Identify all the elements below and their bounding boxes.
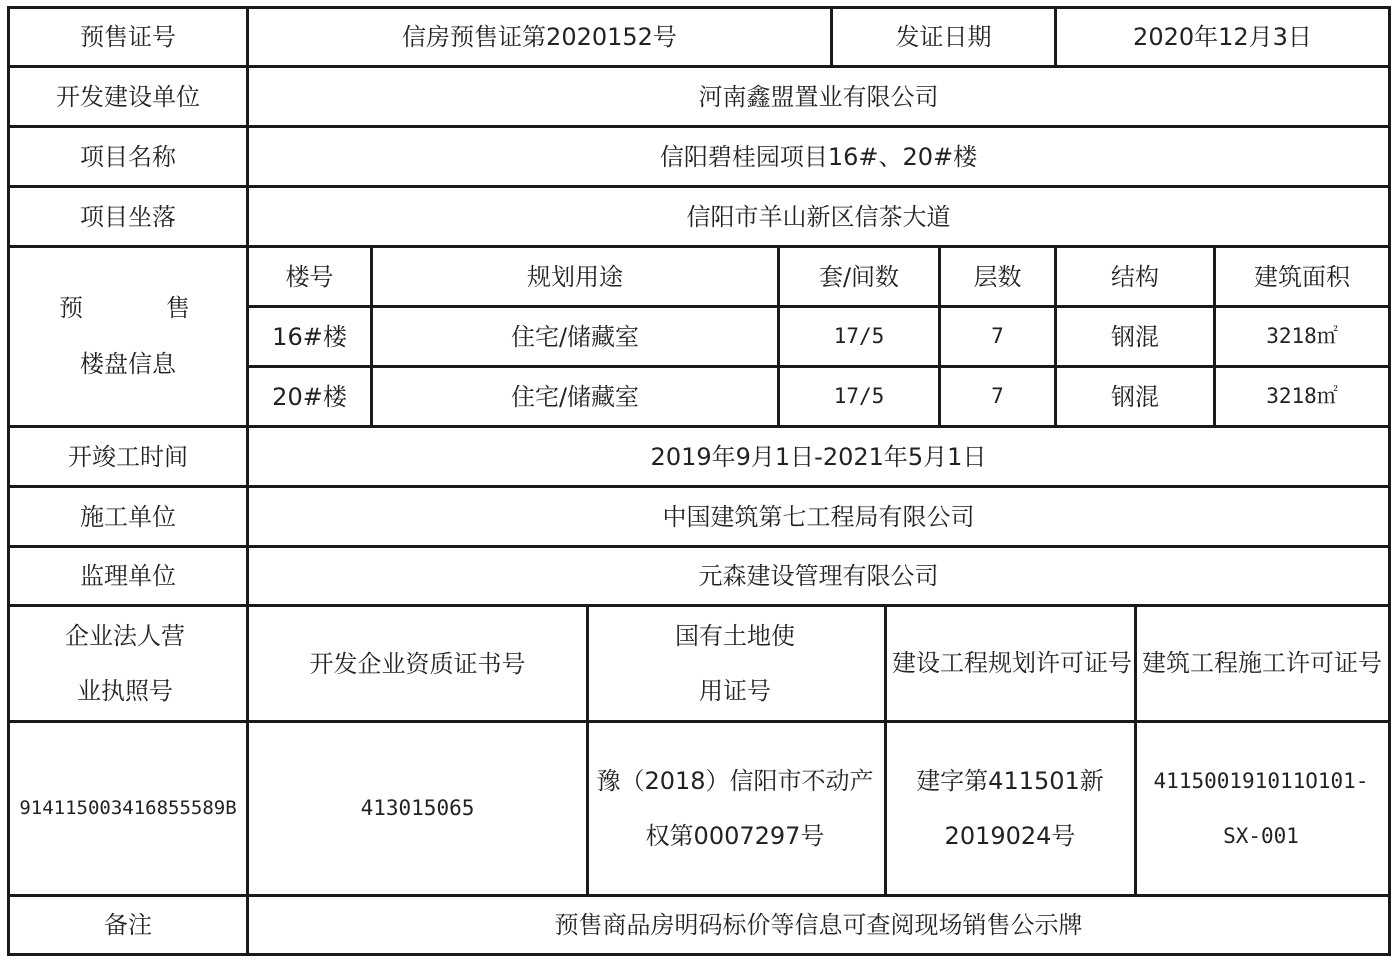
qualification-cert-number: 413015065 <box>360 796 475 820</box>
col-header-units: 套/间数 <box>818 262 900 291</box>
land-use-cert-number: 豫（2018）信阳市不动产权第0007297号 <box>596 766 874 850</box>
presale-label-char-1: 预 <box>59 294 83 322</box>
construction-permit-header: 建筑工程施工许可证号 <box>1142 649 1382 677</box>
planning-permit-header: 建设工程规划许可证号 <box>892 649 1132 677</box>
business-license-number: 914115003416855589B <box>19 797 237 819</box>
supervisor-label: 监理单位 <box>80 562 176 590</box>
rule-right <box>1388 6 1391 956</box>
project-name-value: 信阳碧桂园项目16#、20#楼 <box>659 142 978 171</box>
building-20-usage: 住宅/储藏室 <box>510 382 640 411</box>
col-header-building: 楼号 <box>285 262 334 291</box>
qualification-cert-header: 开发企业资质证书号 <box>309 649 526 678</box>
schedule-value: 2019年9月1日-2021年5月1日 <box>650 442 987 471</box>
land-use-cert-header: 国有土地使用证号 <box>675 621 795 705</box>
col-header-area: 建筑面积 <box>1254 262 1350 291</box>
schedule-label: 开竣工时间 <box>68 442 188 471</box>
building-16-number: 16#楼 <box>272 322 347 351</box>
rule-bottom <box>7 953 1391 956</box>
building-20-number: 20#楼 <box>272 382 347 411</box>
col-header-usage: 规划用途 <box>527 262 623 291</box>
presale-permit-label: 预售证号 <box>80 23 176 51</box>
remark-label: 备注 <box>104 911 152 939</box>
issue-date-value: 2020年12月3日 <box>1133 23 1312 51</box>
presale-permit-value: 信房预售证第2020152号 <box>402 23 677 51</box>
remark-value: 预售商品房明码标价等信息可查阅现场销售公示牌 <box>554 911 1083 939</box>
contractor-value: 中国建筑第七工程局有限公司 <box>662 502 975 531</box>
rule-license-1 <box>586 604 589 897</box>
developer-label: 开发建设单位 <box>56 82 200 111</box>
planning-permit-number: 建字第411501新2019024号 <box>916 766 1104 850</box>
building-20-floors: 7 <box>991 384 1004 408</box>
building-16-area: 3218㎡ <box>1266 324 1338 348</box>
col-header-structure: 结构 <box>1111 262 1159 291</box>
presale-label-line-2: 楼盘信息 <box>80 350 176 378</box>
issue-date-label: 发证日期 <box>895 23 992 51</box>
building-20-units: 17/5 <box>833 384 885 408</box>
developer-value: 河南鑫盟置业有限公司 <box>698 82 939 111</box>
building-16-structure: 钢混 <box>1111 322 1159 351</box>
presale-label-char-2: 售 <box>166 294 190 322</box>
building-16-usage: 住宅/储藏室 <box>510 322 640 351</box>
project-location-value: 信阳市羊山新区信茶大道 <box>686 202 951 231</box>
construction-permit-number: 411500191011O101-SX-001 <box>1153 768 1369 848</box>
supervisor-value: 元森建设管理有限公司 <box>698 562 939 590</box>
project-name-label: 项目名称 <box>80 142 176 171</box>
rule-license-2 <box>884 604 887 897</box>
building-16-floors: 7 <box>991 324 1004 348</box>
business-license-header: 企业法人营业执照号 <box>65 621 185 705</box>
rule-license-3 <box>1134 604 1137 897</box>
building-20-structure: 钢混 <box>1111 382 1159 411</box>
project-location-label: 项目坐落 <box>80 202 176 231</box>
col-header-floors: 层数 <box>973 262 1022 291</box>
building-16-units: 17/5 <box>833 324 885 348</box>
contractor-label: 施工单位 <box>80 502 176 531</box>
building-20-area: 3218㎡ <box>1266 384 1338 408</box>
